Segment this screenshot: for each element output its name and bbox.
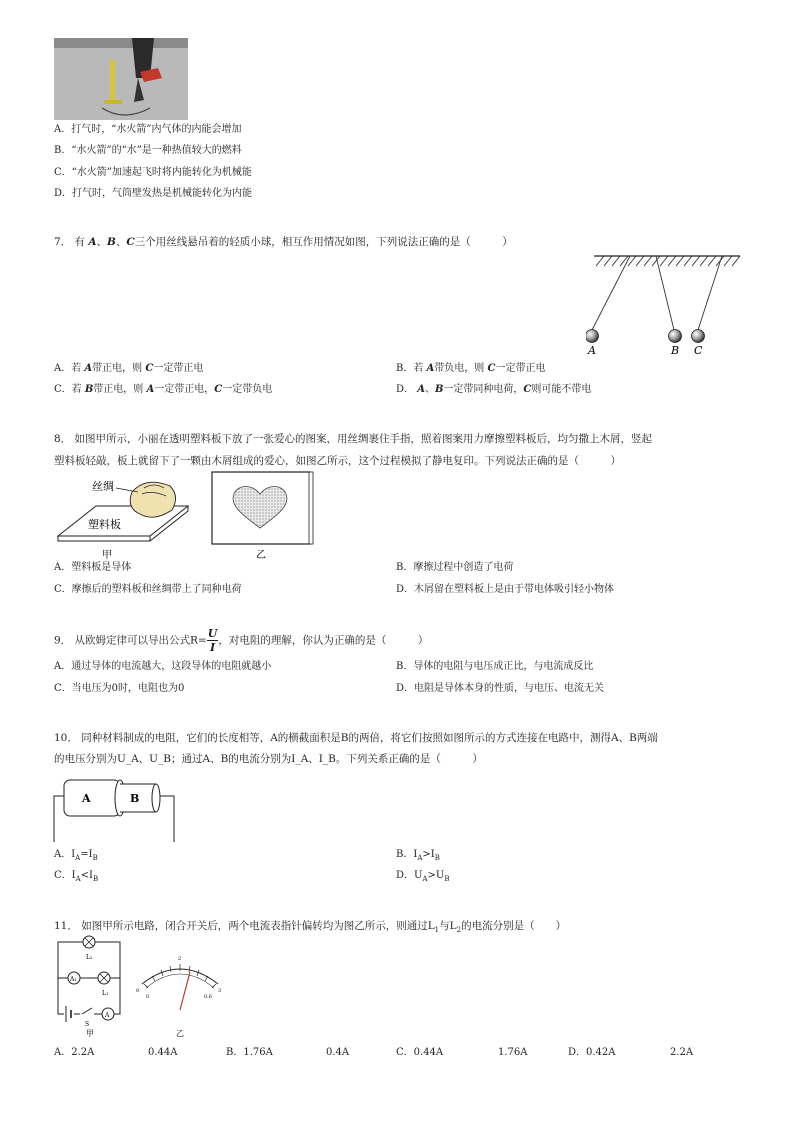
q11-option-a[interactable]: A．2.2A 0.44A xyxy=(54,1047,178,1058)
q9-option-b[interactable]: B．导体的电阻与电压成正比，与电流成反比 xyxy=(396,661,594,672)
q10-option-d[interactable]: D．$U_A>U_B$ xyxy=(396,870,450,883)
q8-stem-line2: 塑料板轻敲，板上就留下了一颗由木屑组成的爱心，如图乙所示，这个过程模拟了静电复印。下列说法正确的是（ ） xyxy=(54,455,621,467)
q11-ammeter-figure xyxy=(132,950,228,1040)
svg-text:甲: 甲 xyxy=(86,1029,94,1038)
ball-a xyxy=(586,330,599,343)
q6-option-b[interactable]: B．“水火箭”的“水”是一种热值较大的燃料 xyxy=(54,145,242,156)
q10-option-c[interactable]: C．$I_A<I_B$ xyxy=(54,870,99,883)
q7-stem: 7． 有 A、B、C三个用丝线悬吊着的轻质小球，相互作用情况如图，下列说法正确的是（ ） xyxy=(54,236,513,248)
q11-stem: 11． 如图甲所示电路，闭合开关后，两个电流表指针偏转均为图乙所示，则通过$L_1$与$L_2$的电流分别是（ ） xyxy=(54,920,567,935)
q11-circuit-figure xyxy=(50,934,130,1038)
q11-option-c[interactable]: C．0.44A 1.76A xyxy=(396,1047,528,1058)
q8-option-c[interactable]: C．摩擦后的塑料板和丝绸带上了同种电荷 xyxy=(54,584,242,595)
q7-option-a[interactable]: A．若 A带正电，则 C一定带正电 xyxy=(54,363,204,374)
q7-option-b[interactable]: B．若 A带负电，则 C一定带正电 xyxy=(396,363,546,374)
svg-text:3: 3 xyxy=(218,988,222,994)
q10-option-b[interactable]: B．$I_A>I_B$ xyxy=(396,849,440,862)
q6-option-d[interactable]: D．打气时，气筒壁发热是机械能转化为内能 xyxy=(54,188,253,199)
q9-option-d[interactable]: D．电阻是导体本身的性质，与电压、电流无关 xyxy=(396,683,605,694)
svg-text:乙: 乙 xyxy=(256,550,266,561)
svg-text:乙: 乙 xyxy=(176,1029,184,1038)
svg-text:丝绸: 丝绸 xyxy=(92,480,114,493)
q9-option-a[interactable]: A．通过导体的电流越大，这段导体的电阻就越小 xyxy=(54,661,272,672)
q7-pendulum-figure xyxy=(586,248,746,360)
q7-option-d[interactable]: D． A、B一定带同种电荷，C则可能不带电 xyxy=(396,384,592,395)
svg-text:A₁: A₁ xyxy=(70,976,77,983)
svg-text:0: 0 xyxy=(136,988,140,994)
svg-text:L₁: L₁ xyxy=(102,990,109,997)
svg-text:L₂: L₂ xyxy=(86,954,93,961)
q9-stem: 9． 从欧姆定律可以导出公式R= $\frac{U}{I}$ ，对电阻的理解，你认为正确的是（ ） xyxy=(54,627,429,654)
water-rocket-photo xyxy=(54,38,188,120)
svg-text:0: 0 xyxy=(146,994,150,1000)
label-b: B xyxy=(671,344,680,357)
q8-stem-line1: 8． 如图甲所示，小丽在透明塑料板下放了一张爱心的图案，用丝绸裹住手指，照着图案用力摩擦塑料板后，均匀撒上木屑，竖起 xyxy=(54,433,653,445)
label-c: C xyxy=(694,344,703,357)
svg-text:塑料板: 塑料板 xyxy=(88,518,121,531)
q8-option-b[interactable]: B．摩擦过程中创造了电荷 xyxy=(396,562,514,573)
svg-text:甲: 甲 xyxy=(102,550,112,561)
q10-option-a[interactable]: A．$I_A=I_B$ xyxy=(54,849,98,862)
svg-text:S: S xyxy=(85,1021,90,1028)
q8-figure-jia xyxy=(54,470,194,562)
q8-option-a[interactable]: A．塑料板是导体 xyxy=(54,562,132,573)
q11-option-d[interactable]: D．0.42A 2.2A xyxy=(568,1047,694,1058)
q10-resistor-figure xyxy=(44,770,184,846)
svg-text:B: B xyxy=(130,792,140,805)
svg-text:0.6: 0.6 xyxy=(204,994,212,1000)
svg-text:A: A xyxy=(105,1012,110,1019)
ball-c xyxy=(692,330,705,343)
q10-stem-line2: 的电压分别为U_A、U_B；通过A、B的电流分别为I_A、I_B。下列关系正确的是（ ） xyxy=(54,753,483,765)
q11-option-b[interactable]: B．1.76A 0.4A xyxy=(226,1047,350,1058)
svg-text:A: A xyxy=(82,792,91,805)
svg-text:2: 2 xyxy=(178,956,182,962)
q6-option-a[interactable]: A．打气时，“水火箭”内气体的内能会增加 xyxy=(54,124,242,135)
q6-option-c[interactable]: C．“水火箭”加速起飞时将内能转化为机械能 xyxy=(54,167,252,178)
q10-stem-line1: 10． 同种材料制成的电阻，它们的长度相等，A的横截面积是B的两倍，将它们按照如图所示的方式连接在电路中，测得A、B两端 xyxy=(54,732,658,744)
ohm-formula-fraction: $\frac{U}{I}$ xyxy=(207,627,218,654)
q9-option-c[interactable]: C．当电压为0时，电阻也为0 xyxy=(54,683,185,694)
q8-figure-yi xyxy=(208,470,314,562)
q8-option-d[interactable]: D．木屑留在塑料板上是由于带电体吸引轻小物体 xyxy=(396,584,615,595)
ball-b xyxy=(669,330,682,343)
label-a: A xyxy=(588,344,596,357)
q7-option-c[interactable]: C．若 B带正电，则 A一定带正电，C一定带负电 xyxy=(54,384,273,395)
